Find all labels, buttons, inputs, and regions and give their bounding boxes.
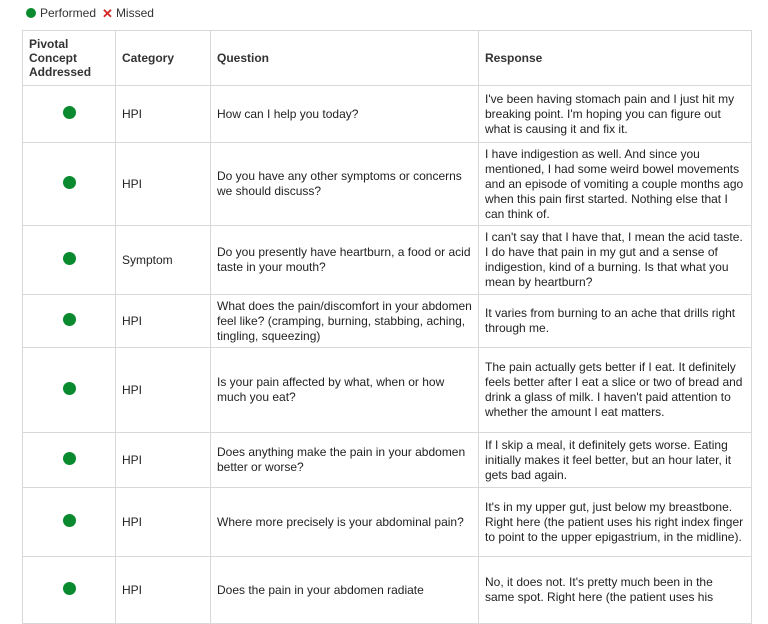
category-cell: HPI <box>116 86 211 143</box>
table-row <box>23 557 752 624</box>
response-cell: It's in my upper gut, just below my breastbone. Right here (the patient uses his right index finger to point to the upper epigastrium, in the midline). <box>479 488 752 557</box>
response-cell: No, it does not. It's pretty much been in the same spot. Right here (the patient uses his <box>479 557 752 624</box>
question-cell: Does the pain in your abdomen radiate <box>211 557 479 624</box>
category-cell: Symptom <box>116 226 211 295</box>
category-cell: HPI <box>116 143 211 226</box>
question-cell: Do you presently have heartburn, a food or acid taste in your mouth? <box>211 226 479 295</box>
response-cell: I've been having stomach pain and I just hit my breaking point. I'm hoping you can figure out what is causing it and fix it. <box>479 86 752 143</box>
legend-missed <box>102 6 154 20</box>
legend-performed-label: Performed <box>40 6 97 20</box>
red-x-icon: ✕ <box>102 5 113 21</box>
table-row <box>23 295 752 348</box>
table-row <box>23 488 752 557</box>
category-cell: HPI <box>116 348 211 433</box>
header-category: Category <box>116 31 211 86</box>
header-concept: Pivotal Concept Addressed <box>23 31 116 86</box>
category-cell: HPI <box>116 488 211 557</box>
question-cell: How can I help you today? <box>211 86 479 143</box>
status-cell <box>23 143 116 226</box>
status-cell <box>23 433 116 488</box>
question-cell: Does anything make the pain in your abdomen better or worse? <box>211 433 479 488</box>
status-cell <box>23 86 116 143</box>
performed-dot-icon <box>63 382 76 395</box>
table-row <box>23 143 752 226</box>
response-cell: I have indigestion as well. And since you mentioned, I had some weird bowel movements and an episode of vomiting a couple months ago when this pain first started. Nothing else that I can think of. <box>479 143 752 226</box>
response-cell: If I skip a meal, it definitely gets worse. Eating initially makes it feel better, but an hour later, it gets bad again. <box>479 433 752 488</box>
performed-dot-icon <box>63 252 76 265</box>
performed-dot-icon <box>63 106 76 119</box>
status-cell <box>23 488 116 557</box>
legend <box>26 6 160 20</box>
header-response: Response <box>479 31 752 86</box>
category-cell: HPI <box>116 557 211 624</box>
question-cell: Do you have any other symptoms or concerns we should discuss? <box>211 143 479 226</box>
status-cell <box>23 295 116 348</box>
header-question: Question <box>211 31 479 86</box>
performed-dot-icon <box>63 452 76 465</box>
table-row <box>23 348 752 433</box>
category-cell: HPI <box>116 295 211 348</box>
legend-missed-label: Missed <box>115 6 154 20</box>
green-dot-icon <box>26 8 36 18</box>
table-header-row <box>23 31 752 86</box>
performed-dot-icon <box>63 176 76 189</box>
response-cell: The pain actually gets better if I eat. It definitely feels better after I eat a slice or two of bread and drink a glass of milk. I haven't paid attention to whether the amount I eat matters. <box>479 348 752 433</box>
table-row <box>23 86 752 143</box>
status-cell <box>23 348 116 433</box>
status-cell <box>23 226 116 295</box>
question-cell: Is your pain affected by what, when or how much you eat? <box>211 348 479 433</box>
question-cell: What does the pain/discomfort in your abdomen feel like? (cramping, burning, stabbing, aching, tingling, squeezing) <box>211 295 479 348</box>
response-cell: It varies from burning to an ache that drills right through me. <box>479 295 752 348</box>
legend-performed <box>26 6 96 20</box>
category-cell: HPI <box>116 433 211 488</box>
table-row <box>23 226 752 295</box>
performed-dot-icon <box>63 514 76 527</box>
performed-dot-icon <box>63 313 76 326</box>
question-cell: Where more precisely is your abdominal pain? <box>211 488 479 557</box>
table-row <box>23 433 752 488</box>
results-table <box>22 30 752 624</box>
results-table-container <box>22 30 751 624</box>
response-cell: I can't say that I have that, I mean the acid taste. I do have that pain in my gut and a sense of indigestion, kind of a burning. Is that what you mean by heartburn? <box>479 226 752 295</box>
performed-dot-icon <box>63 582 76 595</box>
status-cell <box>23 557 116 624</box>
